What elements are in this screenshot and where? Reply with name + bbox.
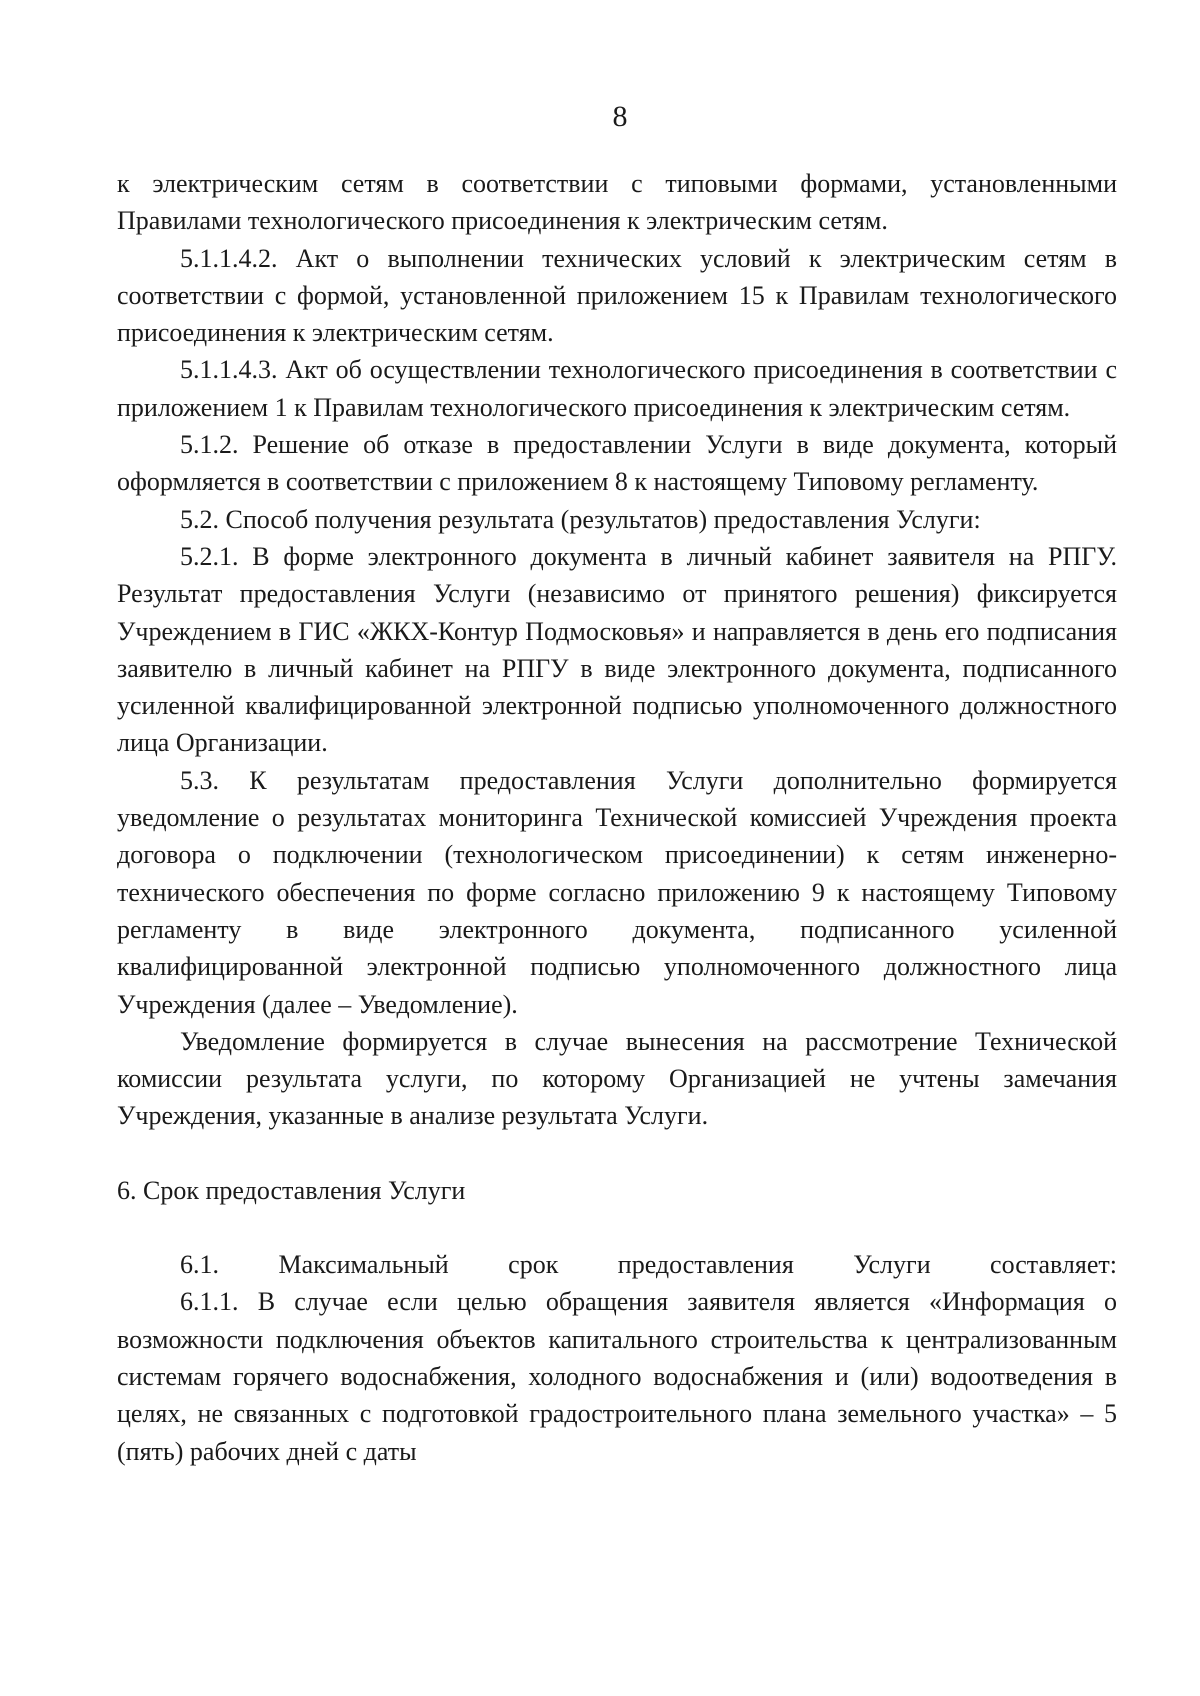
document-body: [117, 165, 1117, 1470]
paragraph-5-1-1-4-2: 5.1.1.4.2. Акт о выполнении технических условий к электрическим сетям в соответствии с формой, установленной приложением 15 к Правилам технологического присоединения к электрическим сетям.: [117, 243, 1117, 348]
paragraph-notification: Уведомление формируется в случае вынесения на рассмотрение Технической комиссии результата услуги, по которому Организацией не учтены замечания Учреждения, указанные в анализе результата Услуги.: [117, 1026, 1117, 1131]
paragraph-continuation: к электрическим сетям в соответствии с типовыми формами, установленными Правилами технологического присоединения к электрическим сетям.: [117, 169, 1117, 236]
paragraph-5-1-2: 5.1.2. Решение об отказе в предоставлении Услуги в виде документа, который оформляется в соответствии с приложением 8 к настоящему Типовому регламенту.: [117, 430, 1117, 497]
paragraph-6-1: 6.1. Максимальный срок предоставления Услуги составляет:: [180, 1250, 1117, 1280]
paragraph-5-1-1-4-3: 5.1.1.4.3. Акт об осуществлении технологического присоединения в соответствии с приложением 1 к Правилам технологического присоединения к электрическим сетям.: [117, 355, 1117, 422]
section-heading: 6. Срок предоставления Услуги: [117, 1175, 466, 1205]
paragraph-5-3: 5.3. К результатам предоставления Услуги дополнительно формируется уведомление о результатах мониторинга Технической комиссией Учреждения проекта договора о подключении (технологическом присоединении) к сетям инженерно-технического обеспечения по форме согласно приложению 9 к настоящему Типовому регламенту в виде электронного документа, подписанного усиленной квалифицированной электронной подписью уполномоченного должностного лица Учреждения (далее – Уведомление).: [117, 765, 1117, 1019]
paragraph-5-2-1: 5.2.1. В форме электронного документа в личный кабинет заявителя на РПГУ. Результат предоставления Услуги (независимо от принятого решения) фиксируется Учреждением в ГИС «ЖКХ-Контур Подмосковья» и направляется в день его подписания заявителю в личный кабинет на РПГУ в виде электронного документа, подписанного усиленной квалифицированной электронной подписью уполномоченного должностного лица Организации.: [117, 541, 1117, 758]
paragraph-5-2: 5.2. Способ получения результата (результатов) предоставления Услуги:: [180, 504, 981, 534]
page-number: 8: [612, 100, 628, 133]
paragraph-6-1-1: 6.1.1. В случае если целью обращения заявителя является «Информация о возможности подключения объектов капитального строительства к централизованным системам горячего водоснабжения, холодного водоснабжения и (или) водоотведения в целях, не связанных с подготовкой градостроительного плана земельного участка» – 5 (пять) рабочих дней с даты: [117, 1287, 1117, 1466]
